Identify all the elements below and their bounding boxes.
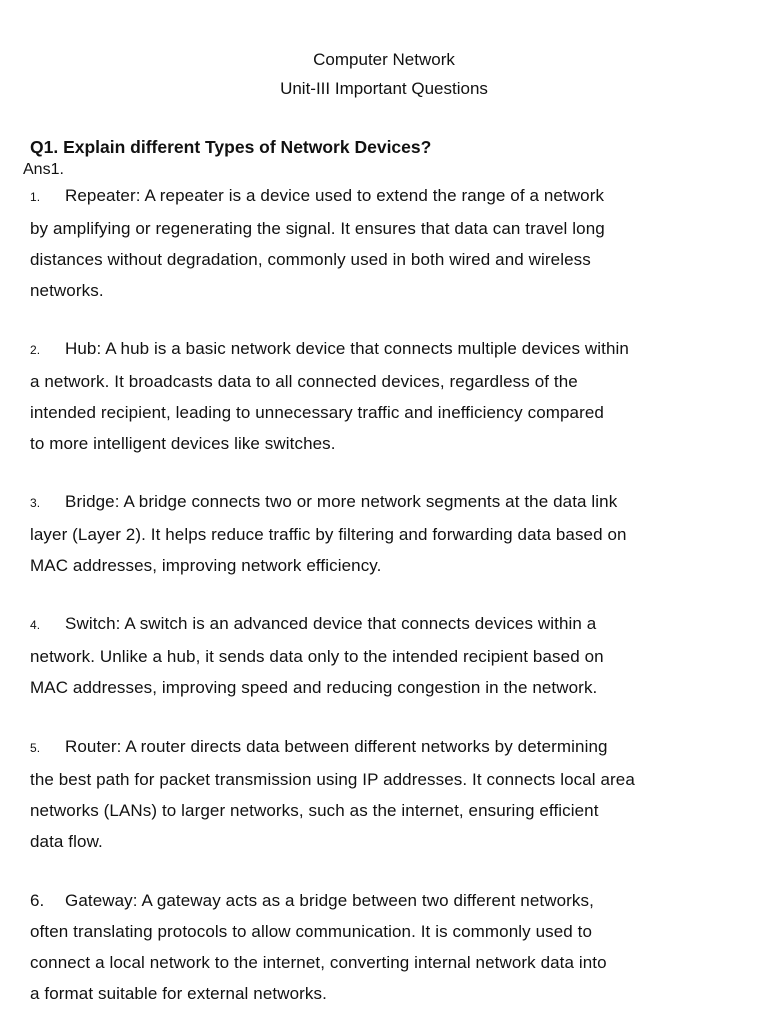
item-line: networks (LANs) to larger networks, such as the internet, ensuring efficient <box>30 801 599 820</box>
item-line <box>30 180 730 213</box>
list-item-hub <box>30 333 730 459</box>
item-line <box>30 885 730 916</box>
item-line <box>30 731 730 764</box>
item-line: the best path for packet transmission using IP addresses. It connects local area <box>30 770 635 789</box>
item-text: Switch: A switch is an advanced device that connects devices within a <box>65 614 597 633</box>
item-line: network. Unlike a hub, it sends data only to the intended recipient based on <box>30 647 604 666</box>
item-number: 6. <box>30 891 45 910</box>
item-number: 4. <box>30 618 41 632</box>
list-item-switch <box>30 608 730 703</box>
item-line: data flow. <box>30 832 103 851</box>
question-heading: Q1. Explain different Types of Network Devices? <box>30 137 432 157</box>
item-number: 1. <box>30 190 41 204</box>
list-item-router <box>30 731 730 857</box>
item-line <box>30 333 730 366</box>
list-item-repeater <box>30 180 730 306</box>
item-line: a format suitable for external networks. <box>30 984 327 1003</box>
item-text: Gateway: A gateway acts as a bridge between two different networks, <box>65 891 594 910</box>
item-line: intended recipient, leading to unnecessary traffic and inefficiency compared <box>30 403 604 422</box>
item-line: distances without degradation, commonly used in both wired and wireless <box>30 250 591 269</box>
item-line: connect a local network to the internet, converting internal network data into <box>30 953 607 972</box>
item-line: layer (Layer 2). It helps reduce traffic by filtering and forwarding data based on <box>30 525 627 544</box>
item-line: MAC addresses, improving network efficiency. <box>30 556 382 575</box>
item-line: MAC addresses, improving speed and reducing congestion in the network. <box>30 678 598 697</box>
list-item-bridge <box>30 486 730 581</box>
document-title: Computer Network <box>313 50 455 69</box>
document-subtitle: Unit-III Important Questions <box>280 79 488 98</box>
item-line <box>30 608 730 641</box>
item-line: by amplifying or regenerating the signal. It ensures that data can travel long <box>30 219 605 238</box>
item-text: Repeater: A repeater is a device used to extend the range of a network <box>65 186 605 205</box>
item-number: 2. <box>30 343 41 357</box>
list-item-gateway <box>30 885 730 1009</box>
item-number: 5. <box>30 741 41 755</box>
item-line: a network. It broadcasts data to all connected devices, regardless of the <box>30 372 578 391</box>
item-number: 3. <box>30 496 41 510</box>
item-text: Bridge: A bridge connects two or more network segments at the data link <box>65 492 618 511</box>
item-line: to more intelligent devices like switches. <box>30 434 336 453</box>
item-line <box>30 486 730 519</box>
item-line: networks. <box>30 281 104 300</box>
answer-label: Ans1. <box>23 161 64 178</box>
item-line: often translating protocols to allow communication. It is commonly used to <box>30 922 593 941</box>
item-text: Router: A router directs data between different networks by determining <box>65 737 608 756</box>
item-text: Hub: A hub is a basic network device that connects multiple devices within <box>65 339 629 358</box>
